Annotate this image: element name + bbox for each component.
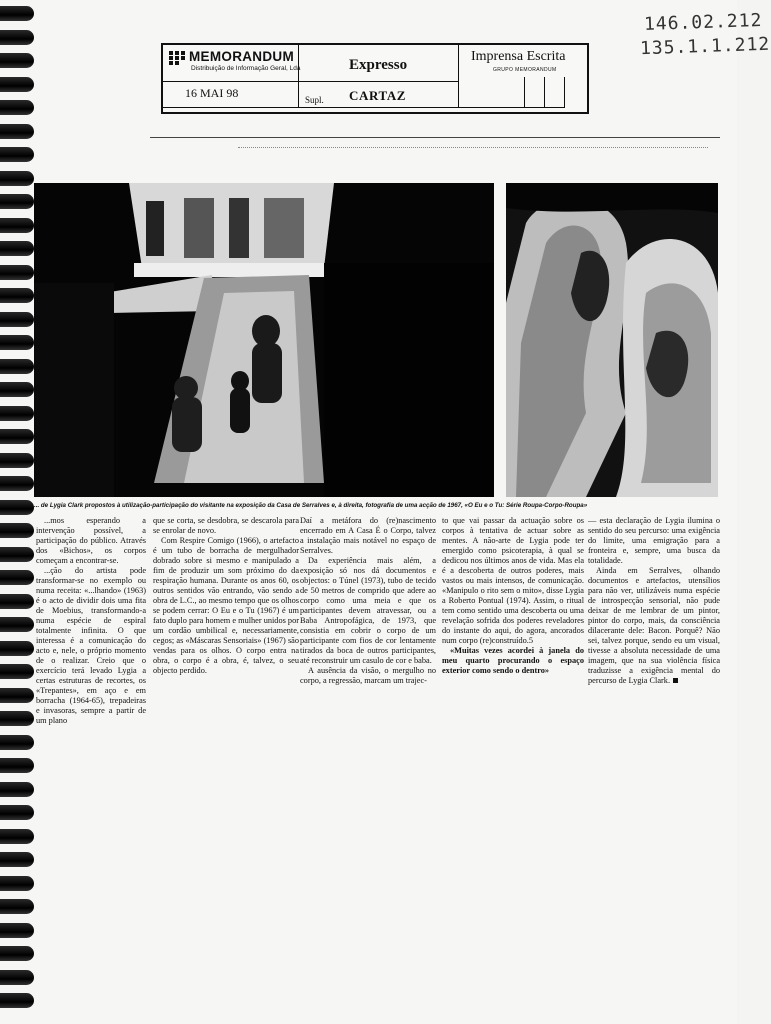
binding-ring — [0, 476, 34, 491]
article-paragraph: que se corta, se desdobra, se descarola para se enrolar de novo. — [153, 516, 299, 535]
article-column-4 — [442, 516, 584, 676]
binding-ring — [0, 265, 34, 280]
binding-ring — [0, 852, 34, 867]
binding-ring — [0, 30, 34, 45]
brand-subtitle: Distribuição de Informação Geral, Lda — [191, 65, 301, 72]
media-category: Imprensa Escrita — [471, 49, 566, 64]
photo-caption: ... de Lygia Clark propostos à utilização-participação do visitante na exposição da Casa de Serralves e, à direita, fotografia de uma acção de 1967, «O Eu e o Tu: Série Roupa-Corpo-Roupa» — [34, 502, 588, 509]
article-paragraph: ...ção do artista pode transformar-se no exemplo ou numa receita: «...lhando» (1963) é o acto de dividir dois uma fita de Moebius, transformando-a numa espécie de espiral totalmente infinita. O que interessa é a comunicação do acto e, nele, o próprio momento de o realizar. Creio que o exercício terá levado Lygia a certas estruturas de recortes, os «Trepantes», em aço e em borracha (1964-65), trepadeiras e invasoras, sempre a partir de um plano — [36, 566, 146, 725]
binding-ring — [0, 547, 34, 562]
binding-ring — [0, 429, 34, 444]
binding-ring — [0, 923, 34, 938]
exhibition-photo-image — [34, 183, 494, 497]
divider-line — [150, 137, 720, 138]
binding-ring — [0, 53, 34, 68]
binding-ring — [0, 500, 34, 515]
publication-name: Expresso — [349, 57, 408, 73]
article-column-1 — [36, 516, 146, 726]
article-column-3 — [300, 516, 436, 686]
binding-ring — [0, 688, 34, 703]
memorandum-logo-icon — [169, 51, 185, 65]
binding-ring — [0, 594, 34, 609]
article-paragraph — [588, 566, 720, 686]
binding-ring — [0, 829, 34, 844]
binding-ring — [0, 6, 34, 21]
article-paragraph: to que vai passar da actuação sobre os corpos à tentativa de actuar sobre as mentes. A não-arte de Lygia pode ter emergido como psicoterapia, à qual se dedicou nos últimos anos de vida. Mas ela é a descoberta de outros poderes, mais vastos ou mais intensos, de comunicação. «Manipulo o rito sem o mito», disse Lygia a Roberto Pontual (1974). Assim, o ritual tem como sentido uma descoberta ou uma revelação sofrida dos poderes reveladores do instante do aqui, do agora, ancorados num corpo (re)construído.5 — [442, 516, 584, 645]
binding-ring — [0, 946, 34, 961]
memorandum-stamp — [161, 43, 589, 114]
binding-ring — [0, 335, 34, 350]
binding-ring — [0, 382, 34, 397]
spiral-binding — [0, 0, 34, 1024]
supplement-name: CARTAZ — [349, 88, 407, 103]
binding-ring — [0, 993, 34, 1008]
binding-ring — [0, 805, 34, 820]
binding-ring — [0, 406, 34, 421]
binding-ring — [0, 147, 34, 162]
article-paragraph: Daí a metáfora do (re)nascimento encerrado em A Casa É o Corpo, talvez a instalação mais notável no espaço de Serralves. — [300, 516, 436, 555]
binding-ring — [0, 523, 34, 538]
article-final-text: Ainda em Serralves, olhando documentos e artefactos, utensílios para não ver, utilizáveis numa espécie de introspecção sensorial, não pude deixar de me lembrar de um pintor, pintor do corpo, mais, da consciência dilacerante dele: Bacon. Porquê? Não sei, talvez porque, sendo eu um visual, tivesse a absoluta necessidade de uma imagem, que na sua violência física traduzisse a exigência mental do percurso de Lygia Clark. — [588, 566, 720, 685]
article-paragraph: — esta declaração de Lygia ilumina o sentido do seu percurso: uma exigência do limite, uma emigração para a fronteira e, sempre, uma busca da totalidade. — [588, 516, 720, 565]
publication-date: 16 MAI 98 — [185, 86, 239, 100]
article-column-2 — [153, 516, 299, 676]
binding-ring — [0, 312, 34, 327]
binding-ring — [0, 570, 34, 585]
binding-ring — [0, 735, 34, 750]
binding-ring — [0, 641, 34, 656]
binding-ring — [0, 218, 34, 233]
divider-line-faint — [238, 147, 708, 148]
binding-ring — [0, 77, 34, 92]
binding-ring — [0, 241, 34, 256]
article-paragraph: A ausência da visão, o mergulho no corpo, a regressão, marcam um trajec- — [300, 666, 436, 685]
supplement-label: Supl. — [305, 95, 324, 105]
brand-name: MEMORANDUM — [189, 49, 294, 64]
binding-ring — [0, 124, 34, 139]
handwritten-reference-2: 135.1.1.212 — [639, 33, 771, 60]
article-paragraph: Com Respire Comigo (1966), o artefacto é um tubo de borracha de mergulhador dobrado sobre si mesmo e manipulado a fim de produzir um som próximo do da respiração humana. Durante os anos 60, os outros sentidos vão entrando, vão sendo a obra de L.C., ao mesmo tempo que os olhos se podem cerrar: O Eu e o Tu (1967) é um fato duplo para homem e mulher unidos por um cordão umbilical e, necessariamente, cegos; as «Máscaras Sensoriais» (1967) são vendas para os olhos. O corpo entra na obra, o corpo é a obra, é, talvez, o seu objecto perdido. — [153, 536, 299, 675]
article-paragraph: ...mos esperando a intervenção possível, a participação do público. Através dos «Bichos», os corpos começam a encontrar-se. — [36, 516, 146, 565]
article-pull-quote: «Muitas vezes acordei à janela do meu quarto procurando o espaço exterior como sendo o dentro» — [442, 646, 584, 675]
article-paragraph: Da experiência mais além, a exposição só nos dá documentos e objectos: o Túnel (1973), tubo de tecido de 50 metros de comprido que adere ao corpo como uma meia e que os participantes devem atravessar, ou a Baba Antropofágica, de 1973, que consistia em cobrir o corpo de um participante com fios de cor lentamente tirados da boca de outros participantes, até reconstruir um casulo de cor e baba. — [300, 556, 436, 665]
performance-photo — [506, 183, 718, 497]
binding-ring — [0, 711, 34, 726]
media-category-sub: GRUPO MEMORANDUM — [493, 67, 557, 73]
handwritten-reference-1: 146.02.212 — [643, 9, 763, 36]
binding-ring — [0, 782, 34, 797]
binding-ring — [0, 194, 34, 209]
exhibition-photo — [34, 183, 494, 497]
end-mark-icon — [673, 678, 678, 683]
binding-ring — [0, 288, 34, 303]
binding-ring — [0, 758, 34, 773]
binding-ring — [0, 970, 34, 985]
binding-ring — [0, 453, 34, 468]
binding-ring — [0, 899, 34, 914]
binding-ring — [0, 171, 34, 186]
performance-photo-image — [506, 183, 718, 497]
binding-ring — [0, 100, 34, 115]
binding-ring — [0, 876, 34, 891]
binding-ring — [0, 664, 34, 679]
binding-ring — [0, 617, 34, 632]
article-column-5 — [588, 516, 720, 686]
binding-ring — [0, 359, 34, 374]
